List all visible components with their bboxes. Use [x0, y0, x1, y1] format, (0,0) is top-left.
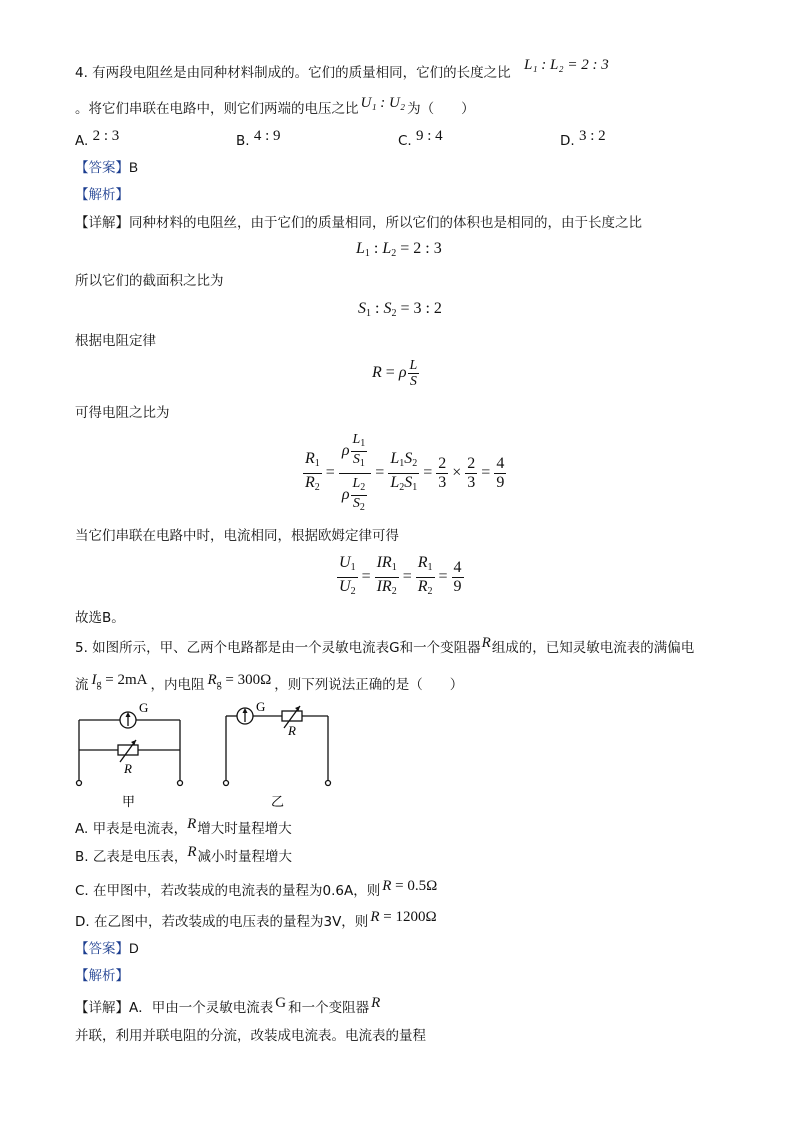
q4-length-ratio: L₁ : L₂ = 2 : 3 [524, 57, 609, 73]
q4-stem-text: 4. 有两段电阻丝是由同种材料制成的。它们的质量相同，它们的长度之比 [75, 65, 511, 81]
eq-frac-num: 2 [467, 455, 476, 472]
eq-frac-num: 4 [453, 559, 462, 576]
option-rest: 减小时量程增大 [197, 849, 293, 865]
detail-tag: 【详解】 [75, 1000, 129, 1016]
analysis-tag: 【解析】 [75, 187, 129, 203]
detail-var-r: R [371, 995, 381, 1011]
q4-text-area: 所以它们的截面积之比为 [75, 273, 224, 289]
eq-resistance-law: R = ρ $\frac{L}{S}$ [372, 358, 418, 389]
q5-stem-mid: ，内电阻 [150, 677, 205, 693]
label-r-yi: R [288, 723, 296, 738]
label-g-yi: G [256, 700, 266, 714]
option-rest: 增大时量程增大 [197, 821, 292, 837]
q5-rg [207, 672, 271, 688]
caption-yi: 乙 [271, 794, 285, 809]
q5-stem-line1 [75, 635, 695, 657]
q5-option-b [75, 844, 293, 866]
q5-rg-value: = 300Ω [221, 672, 272, 688]
detail-tag: 【详解】 [75, 215, 129, 231]
q5-detail-line2: 并联，利用并联电阻的分流，改装成电流表。电流表的量程 [75, 1028, 426, 1044]
detail-text: 同种材料的电阻丝，由于它们的质量相同，所以它们的体积也是相同的，由于长度之比 [129, 215, 642, 231]
q5-var-r: R [481, 635, 491, 651]
q5-stem-text-post: 组成的，已知灵敏电流表的满偏电 [491, 640, 695, 656]
q4-voltage-ratio: U₁ : U₂ [360, 95, 406, 111]
q5-answer [75, 940, 139, 958]
option-var: R [187, 816, 197, 832]
answer-value: D [129, 941, 139, 956]
detail-var-g: G [275, 995, 287, 1011]
answer-value: B [129, 160, 139, 175]
eq-frac-den: 3 [438, 474, 447, 491]
label-g-jia: G [139, 700, 149, 715]
q4-option-a [75, 128, 120, 150]
answer-tag: 【答案】 [75, 160, 129, 176]
eq-voltage-ratio: $\frac{U_1}{U_2}$ = $\frac{IR_1}{IR_2}$ = $\frac{R_1}{R_2}$ = $\frac{4}{9}$ [339, 554, 462, 597]
option-label: D. [560, 133, 575, 149]
q5-rg-symbol: R [207, 672, 217, 688]
option-label: A. 甲表是电流表， [75, 821, 188, 837]
q5-stem-text: 5. 如图所示，甲、乙两个电路都是由一个灵敏电流表G和一个变阻器 [75, 640, 481, 656]
option-var: R [370, 909, 380, 925]
detail-text-pre: A．甲由一个灵敏电流表 [129, 1000, 274, 1016]
eq-frac-num: 2 [438, 455, 447, 472]
q4-stem-line2-pre: 。将它们串联在电路中，则它们两端的电压之比 [75, 101, 359, 117]
option-var: R [187, 844, 197, 860]
q5-option-c [75, 878, 438, 900]
eq-frac-den: 9 [453, 578, 462, 595]
option-var: R [382, 878, 392, 894]
option-rest: = 1200Ω [379, 909, 437, 925]
q5-ig [92, 672, 148, 688]
q5-detail-line1 [75, 995, 381, 1017]
option-rest: = 0.5Ω [391, 878, 438, 894]
eq-area-value: = 3 : 2 [400, 300, 442, 317]
option-value: 9 : 4 [416, 128, 443, 144]
eq-frac-den: 3 [467, 474, 476, 491]
q4-conclusion: 故选B。 [75, 610, 125, 626]
option-label: A. [75, 133, 89, 149]
eq-frac-den: 9 [496, 474, 505, 491]
q5-option-a [75, 816, 292, 838]
answer-tag: 【答案】 [75, 941, 129, 957]
option-value: 3 : 2 [578, 128, 606, 144]
q5-ig-value: = 2mA [101, 672, 148, 688]
q4-detail-line1 [75, 214, 642, 232]
eq-length-value: = 2 : 3 [400, 240, 442, 257]
q5-analysis-tag [75, 967, 129, 985]
option-label: C. [398, 133, 412, 149]
caption-jia: 甲 [122, 794, 136, 809]
q4-text-series: 当它们串联在电路中时，电流相同，根据欧姆定律可得 [75, 528, 399, 544]
q5-stem-line2 [75, 672, 464, 699]
q5-ig-symbol: I [91, 672, 97, 688]
q5-stem-pre: 流 [75, 677, 89, 693]
eq-area-ratio: $S_1$ : $S_2 = 3$ : 2 [358, 300, 442, 319]
q5-option-d [75, 909, 437, 931]
q4-text-law: 根据电阻定律 [75, 333, 156, 349]
q5-rg-sub: g [216, 679, 222, 690]
q4-stem-line2-post: 为（ ） [407, 101, 475, 117]
q4-answer [75, 159, 138, 177]
analysis-tag: 【解析】 [75, 968, 129, 984]
option-label: C. 在甲图中，若改装成的电流表的量程为0.6A，则 [75, 883, 381, 899]
eq-resist-ratio: $\frac{R_1}{R_2}$ = ρ $\frac{L_1}{S_1}$ ρ $\frac{L_2}{S_2}$ = $\frac{L_1S_2}{L_2S_1}$ = $\frac{2}{3}$ × $\frac{2}{3}$ = $\frac{4}{9}$ [305, 432, 505, 513]
eq-frac-num: 4 [496, 455, 505, 472]
q4-option-d [560, 128, 606, 150]
option-value: 2 : 3 [92, 128, 120, 144]
q4-analysis-tag [75, 186, 129, 204]
detail-text-mid: 和一个变阻器 [288, 1000, 370, 1016]
q4-stem-line2 [75, 95, 475, 118]
q4-option-c [398, 128, 443, 150]
option-value: 4 : 9 [253, 128, 281, 144]
option-label: B. [236, 133, 250, 149]
option-label: D. 在乙图中，若改装成的电压表的量程为3V，则 [75, 914, 369, 930]
circuit-yi [224, 706, 331, 786]
eq-length-ratio: $L_1$ : $L_2 = 2$ : 3 [356, 240, 442, 259]
q4-stem-line1 [75, 64, 511, 82]
q4-option-b [236, 128, 281, 150]
q5-stem-post: ，则下列说法正确的是（ ） [274, 677, 464, 693]
label-r-jia: R [124, 761, 132, 776]
circuit-diagrams [70, 700, 340, 812]
option-label: B. 乙表是电压表， [75, 849, 188, 865]
q4-text-resist-ratio: 可得电阻之比为 [75, 405, 170, 421]
q5-ig-sub: g [96, 679, 102, 690]
